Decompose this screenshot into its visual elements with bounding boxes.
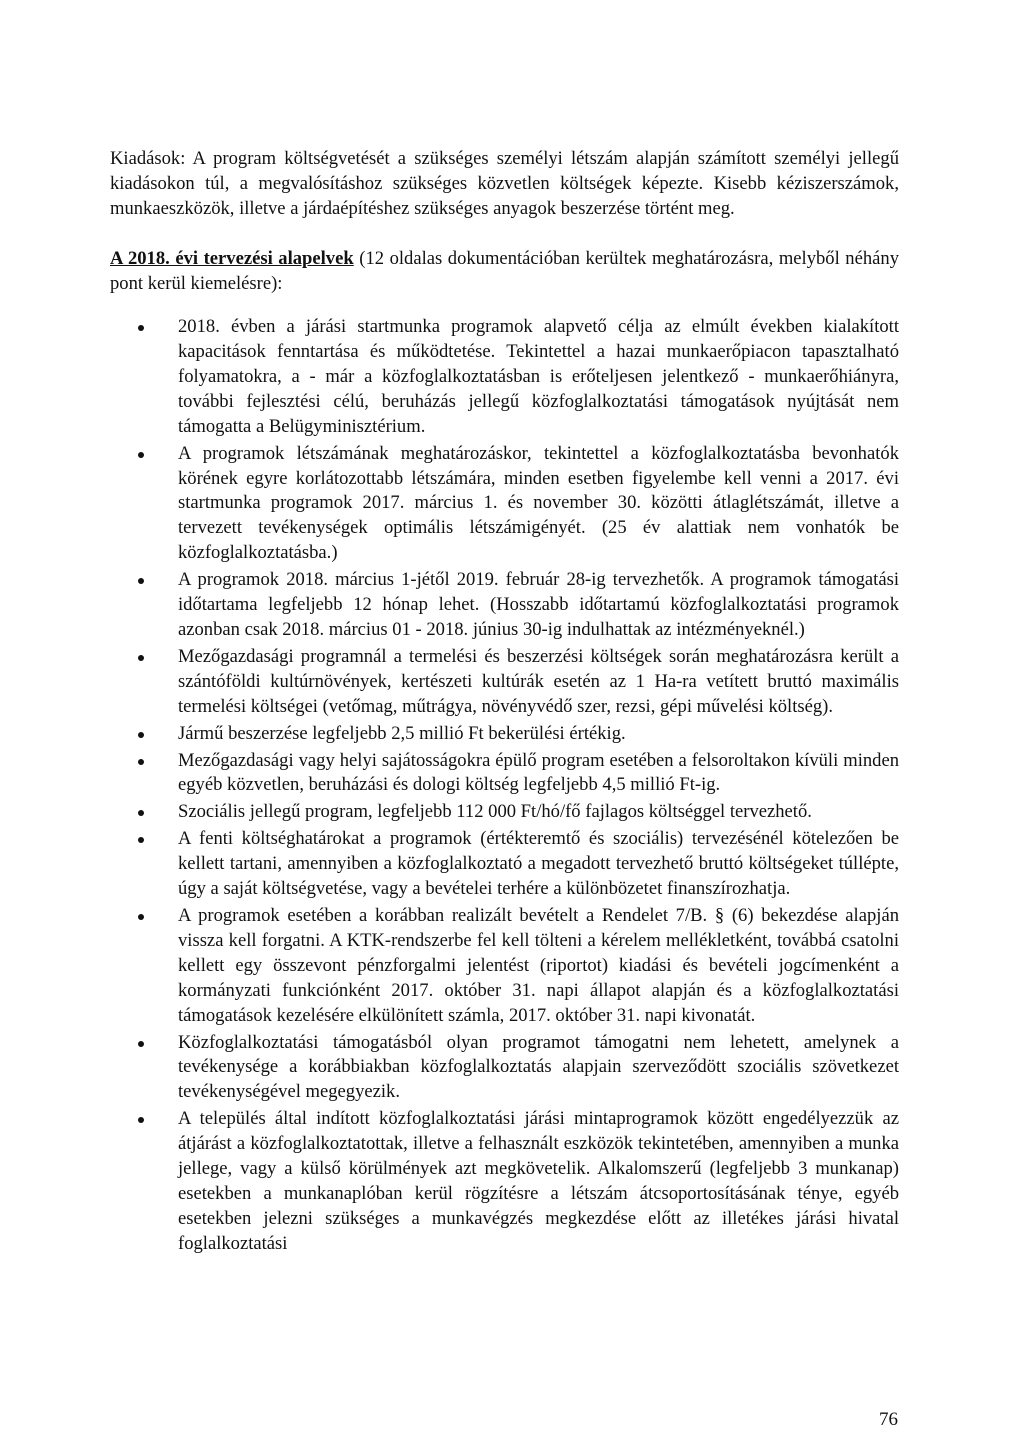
list-item <box>110 315 899 440</box>
list-item <box>110 645 899 720</box>
bullet-icon <box>138 1117 144 1123</box>
list-item <box>110 1107 899 1256</box>
list-item-text: Mezőgazdasági programnál a termelési és beszerzési költségek során meghatározásra került a szántóföldi kultúrnövények, kertészeti kultúrák esetén az 1 Ha-ra vetített bruttó maximális termelési költségei (vetőmag, műtrágya, növényvédő szer, rezsi, gépi művelési költség). <box>178 645 899 717</box>
page-number: 76 <box>879 1409 898 1430</box>
bullet-icon <box>138 1041 144 1047</box>
bullet-icon <box>138 452 144 458</box>
list-item <box>110 904 899 1029</box>
list-item-text: Szociális jellegű program, legfeljebb 112 000 Ft/hó/fő fajlagos költséggel tervezhető. <box>178 801 812 823</box>
bullet-icon <box>138 810 144 816</box>
intro-paragraph <box>110 147 899 222</box>
list-item-text: A programok 2018. március 1-jétől 2019. február 28-ig tervezhetők. A programok támogatási időtartama legfeljebb 12 hónap lehet. (Hosszabb időtartamú közfoglalkoztatási programok azonban csak 2018. március 01 - 2018. június 30-ig indulhattak az intézményeknél.) <box>178 569 899 640</box>
document-page <box>110 147 899 1259</box>
list-item <box>110 1031 899 1106</box>
list-item-text: Közfoglalkoztatási támogatásból olyan programot támogatni nem lehetett, amelynek a tevékenysége a korábbiakban közfoglalkoztatás alapjain szerveződött szociális szövetkezet tevékenységével megegyezik. <box>178 1031 899 1103</box>
list-item-text: Jármű beszerzése legfeljebb 2,5 millió Ft bekerülési értékig. <box>178 722 626 744</box>
intro-text: A program költségvetését a szükséges személyi létszám alapján számított személyi jellegű kiadásokon túl, a megvalósításhoz szükséges közvetlen költségek képezte. Kisebb kéziszerszámok, munkaeszközök, illetve a járdaépítéshez szükséges anyagok beszerzése történt meg. <box>110 148 899 219</box>
list-item-text: A programok létszámának meghatározáskor, tekintettel a közfoglalkoztatásba bevonhatók körének egyre korlátozottabb létszámára, minden esetben figyelembe kell venni a 2017. évi startmunka programok 2017. március 1. és november 30. közötti átlaglétszámát, illetve a tervezett tevékenységek optimális létszámigényét. (25 év alattiak nem vonhatók be közfoglalkoztatásba.) <box>178 442 899 564</box>
list-item-text: 2018. évben a járási startmunka programok alapvető célja az elmúlt években kialakított kapacitások fenntartása és működtetése. Tekintettel a hazai munkaerőpiacon tapasztalható folyamatokra, a - már a közfoglalkoztatásban is erőteljesen jelentkező - munkaerőhiányra, további fejlesztési célú, beruházás jellegű közfoglalkoztatási támogatások nyújtását nem támogatta a Belügyminisztérium. <box>178 316 899 437</box>
intro-label: Kiadások: <box>110 148 186 169</box>
principles-heading-title: A 2018. évi tervezési alapelvek <box>110 247 354 269</box>
bullet-icon <box>138 759 144 765</box>
list-item-text: Mezőgazdasági vagy helyi sajátosságokra épülő program esetében a felsoroltakon kívüli minden egyéb közvetlen, beruházási és dologi költség legfeljebb 4,5 millió Ft-ig. <box>178 749 899 796</box>
list-item-text: A programok esetében a korábban realizált bevételt a Rendelet 7/B. § (6) bekezdése alapján vissza kell forgatni. A KTK-rendszerbe fel kell tölteni a kérelem mellékletként, továbbá csatolni kellett egy összevont pénzforgalmi jelentést (riportot) kiadási és bevételi jogcímenként a kormányzati funkciónként 2017. október 31. napi állapot alapján és a közfoglalkoztatási támogatások kezelésére elkülönített számla, 2017. október 31. napi kivonatát. <box>178 904 899 1026</box>
bullet-icon <box>138 655 144 661</box>
list-item <box>110 827 899 902</box>
bullet-icon <box>138 732 144 738</box>
list-item-text: A település által indított közfoglalkoztatási járási mintaprogramok között engedélyezzük az átjárást a közfoglalkoztatottak, illetve a felhasznált eszközök tekintetében, amennyiben a munka jellege, vagy a külső körülmények azt megkövetelik. Alkalomszerű (legfeljebb 3 munkanap) esetekben a munkanaplóban kerül rögzítésre a létszám átcsoportosításának ténye, egyéb esetekben jelezni szükséges a munkavégzés megkezdése előtt az illetékes járási hivatal foglalkoztatási <box>178 1108 899 1254</box>
list-item <box>110 568 899 643</box>
bullet-icon <box>138 914 144 920</box>
principles-heading-rest: (12 oldalas dokumentációban kerültek meghatározásra, melyből néhány pont kerül kiemelésre): <box>110 247 899 294</box>
bullet-icon <box>138 325 144 331</box>
bullet-icon <box>138 837 144 843</box>
bullet-icon <box>138 578 144 584</box>
list-item <box>110 722 899 747</box>
list-item-text: A fenti költséghatárokat a programok (értékteremtő és szociális) tervezésénél kötelezően be kellett tartani, amennyiben a közfoglalkoztató a megadott tervezhető bruttó költségeket túllépte, úgy a saját költségvetése, vagy a bevételei terhére a különbözetet finanszírozhatja. <box>178 828 899 900</box>
list-item <box>110 800 899 825</box>
list-item <box>110 442 899 567</box>
principles-list <box>110 315 899 1257</box>
list-item <box>110 749 899 799</box>
principles-heading-paragraph <box>110 247 899 297</box>
